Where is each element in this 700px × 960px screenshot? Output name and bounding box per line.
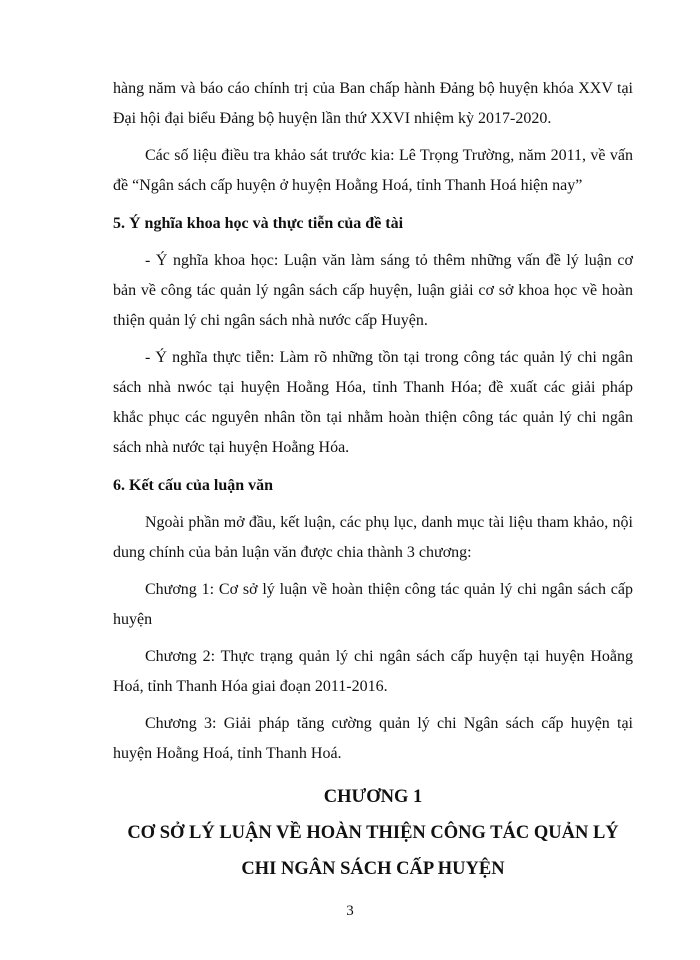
chapter-title-line2: CHI NGÂN SÁCH CẤP HUYỆN bbox=[241, 859, 505, 879]
body-paragraph: Chương 1: Cơ sở lý luận về hoàn thiện công tác quản lý chi ngân sách cấp huyện bbox=[113, 581, 633, 628]
chapter-label: CHƯƠNG 1 bbox=[323, 787, 423, 807]
section-heading: 5. Ý nghĩa khoa học và thực tiễn của đề tài bbox=[113, 215, 404, 232]
body-paragraph: Ngoài phần mở đầu, kết luận, các phụ lục, danh mục tài liệu tham khảo, nội dung chính của bản luận văn được chia thành 3 chương: bbox=[113, 514, 633, 561]
page-number: 3 bbox=[346, 903, 354, 919]
body-paragraph: Các số liệu điều tra khảo sát trước kia: Lê Trọng Trường, năm 2011, về vấn đề “Ngân sách cấp huyện ở huyện Hoằng Hoá, tỉnh Thanh Hoá hiện nay” bbox=[113, 147, 633, 194]
page-content bbox=[113, 74, 633, 887]
body-paragraph: - Ý nghĩa thực tiễn: Làm rõ những tồn tại trong công tác quản lý chi ngân sách nhà nwóc tại huyện Hoằng Hóa, tỉnh Thanh Hóa; đề xuất các giải pháp khắc phục các nguyên nhân tồn tại nhằm hoàn thiện công tác quản lý chi ngân sách nhà nước tại huyện Hoằng Hóa. bbox=[113, 349, 633, 456]
body-paragraph: hàng năm và báo cáo chính trị của Ban chấp hành Đảng bộ huyện khóa XXV tại Đại hội đại biểu Đảng bộ huyện lần thứ XXVI nhiệm kỳ 2017-2020. bbox=[113, 80, 633, 127]
chapter-title-line1: CƠ SỞ LÝ LUẬN VỀ HOÀN THIỆN CÔNG TÁC QUẢN LÝ bbox=[127, 823, 619, 843]
body-paragraph: - Ý nghĩa khoa học: Luận văn làm sáng tỏ thêm những vấn đề lý luận cơ bản về công tác quản lý ngân sách cấp huyện, luận giải cơ sở khoa học về hoàn thiện quản lý chi ngân sách nhà nước cấp Huyện. bbox=[113, 252, 633, 329]
body-paragraph: Chương 3: Giải pháp tăng cường quản lý chi Ngân sách cấp huyện tại huyện Hoằng Hoá, tỉnh Thanh Hoá. bbox=[113, 715, 633, 762]
body-paragraph: Chương 2: Thực trạng quản lý chi ngân sách cấp huyện tại huyện Hoằng Hoá, tỉnh Thanh Hóa giai đoạn 2011-2016. bbox=[113, 648, 633, 695]
section-heading: 6. Kết cấu của luận văn bbox=[113, 477, 274, 494]
